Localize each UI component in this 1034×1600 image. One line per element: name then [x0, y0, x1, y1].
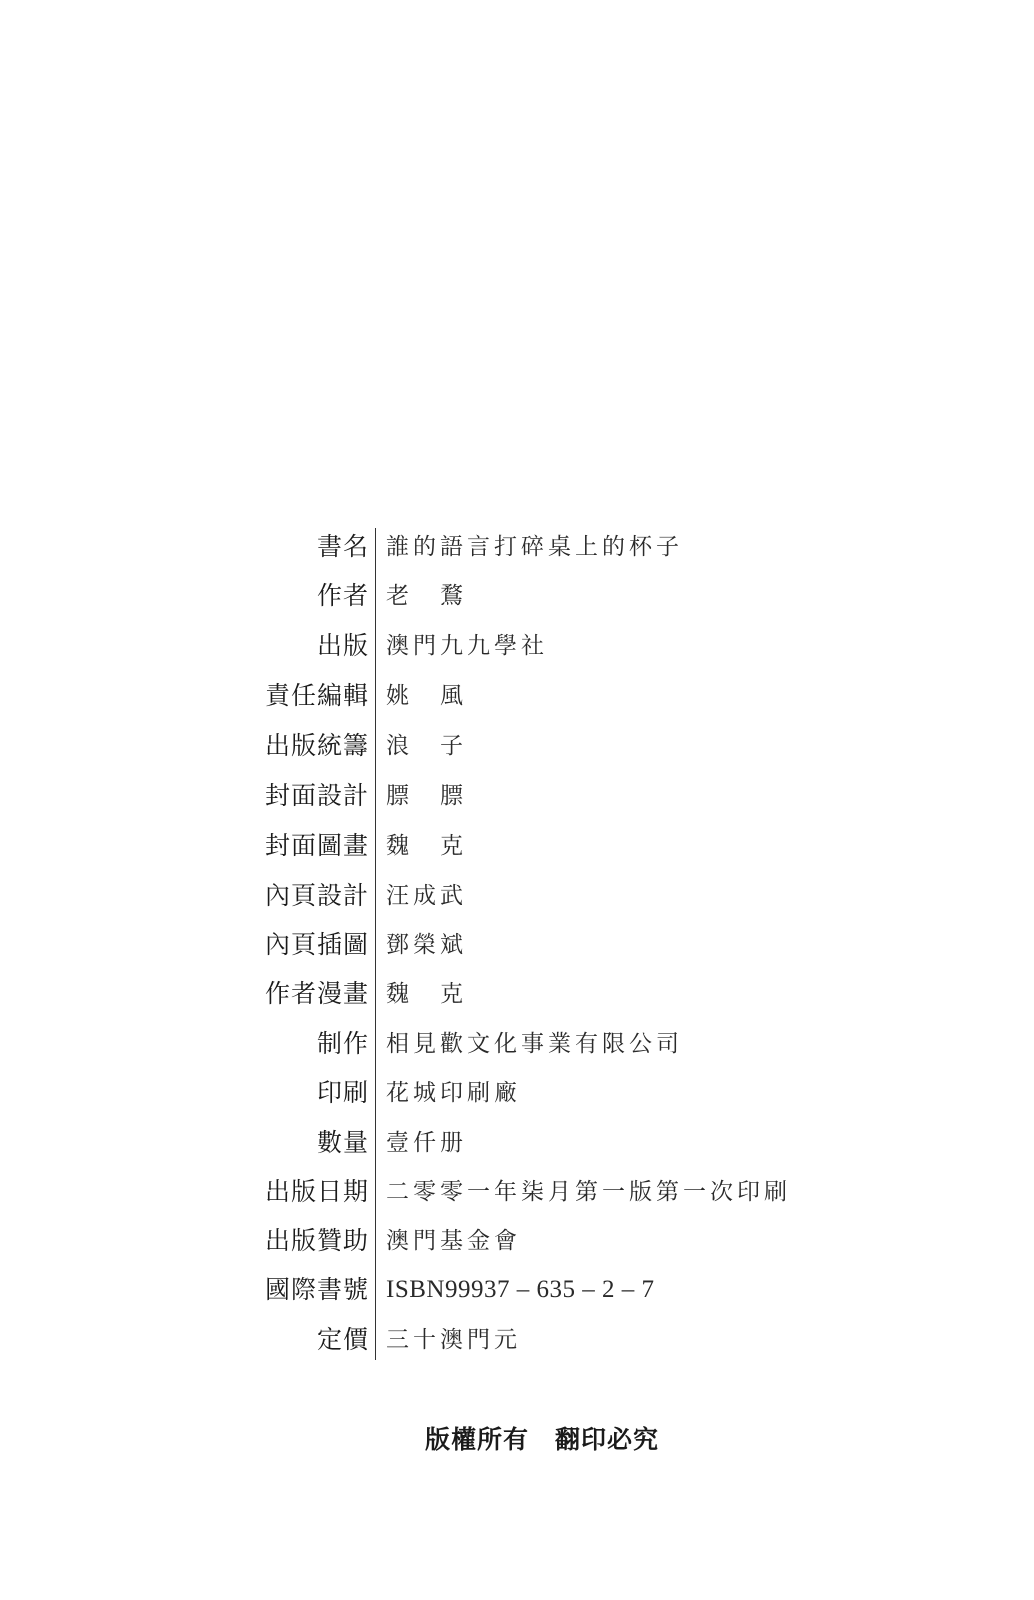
colophon-value: 浪 子	[386, 733, 467, 759]
colophon-value: 膘 膘	[386, 783, 467, 809]
colophon-label: 內頁插圖	[264, 930, 369, 959]
copyright-notice: 版權所有 翻印必究	[425, 1425, 660, 1454]
colophon-value: 姚 風	[386, 683, 467, 709]
colophon-label: 定價	[316, 1325, 369, 1354]
colophon-value: 花城印刷廠	[386, 1080, 521, 1106]
colophon-label: 制作	[316, 1029, 369, 1058]
colophon-value: ISBN99937 – 635 – 2 – 7	[386, 1276, 655, 1303]
colophon-row-quantity	[0, 1123, 1034, 1163]
colophon-row-price	[0, 1320, 1034, 1360]
colophon-label: 作者漫畫	[264, 979, 369, 1008]
colophon-row-title	[0, 527, 1034, 567]
colophon-row-author-cartoon	[0, 974, 1034, 1014]
colophon-label: 作者	[316, 581, 369, 610]
colophon-value: 魏 克	[386, 981, 467, 1007]
colophon-row-editor	[0, 676, 1034, 716]
colophon-row-cover-art	[0, 826, 1034, 866]
colophon-value: 澳門九九學社	[386, 633, 548, 659]
colophon-value: 相見歡文化事業有限公司	[386, 1031, 683, 1057]
colophon-row-isbn	[0, 1270, 1034, 1310]
colophon-row-interior-design	[0, 876, 1034, 916]
colophon-label: 出版日期	[264, 1177, 369, 1206]
colophon-label: 國際書號	[264, 1275, 369, 1304]
colophon-value: 二零零一年柒月第一版第一次印刷	[386, 1179, 791, 1205]
colophon-value: 誰的語言打碎桌上的杯子	[386, 534, 683, 560]
colophon-label: 出版	[316, 631, 369, 660]
colophon-label: 責任編輯	[264, 681, 369, 710]
colophon-value: 三十澳門元	[386, 1327, 521, 1353]
colophon-value: 魏 克	[386, 833, 467, 859]
colophon-label: 封面設計	[264, 781, 369, 810]
colophon-row-cover-design	[0, 776, 1034, 816]
colophon-value: 老 鶩	[386, 583, 467, 609]
colophon-label: 數量	[316, 1128, 369, 1157]
colophon-row-sponsor	[0, 1221, 1034, 1261]
colophon-label: 出版贊助	[264, 1226, 369, 1255]
colophon-row-publisher	[0, 626, 1034, 666]
colophon-row-printing	[0, 1073, 1034, 1113]
colophon-row-author	[0, 576, 1034, 616]
colophon-value: 鄧榮斌	[386, 932, 467, 958]
colophon-label: 印刷	[316, 1078, 369, 1107]
colophon-label: 內頁設計	[264, 881, 369, 910]
colophon-row-production	[0, 1024, 1034, 1064]
colophon-value: 汪成武	[386, 883, 467, 909]
colophon-row-coordinator	[0, 726, 1034, 766]
colophon-label: 出版統籌	[264, 731, 369, 760]
colophon-row-illustrations	[0, 925, 1034, 965]
colophon-row-pub-date	[0, 1172, 1034, 1212]
colophon-value: 壹仟册	[386, 1130, 467, 1156]
colophon-label: 封面圖畫	[264, 831, 369, 860]
colophon-label: 書名	[316, 532, 369, 561]
colophon-value: 澳門基金會	[386, 1228, 521, 1254]
